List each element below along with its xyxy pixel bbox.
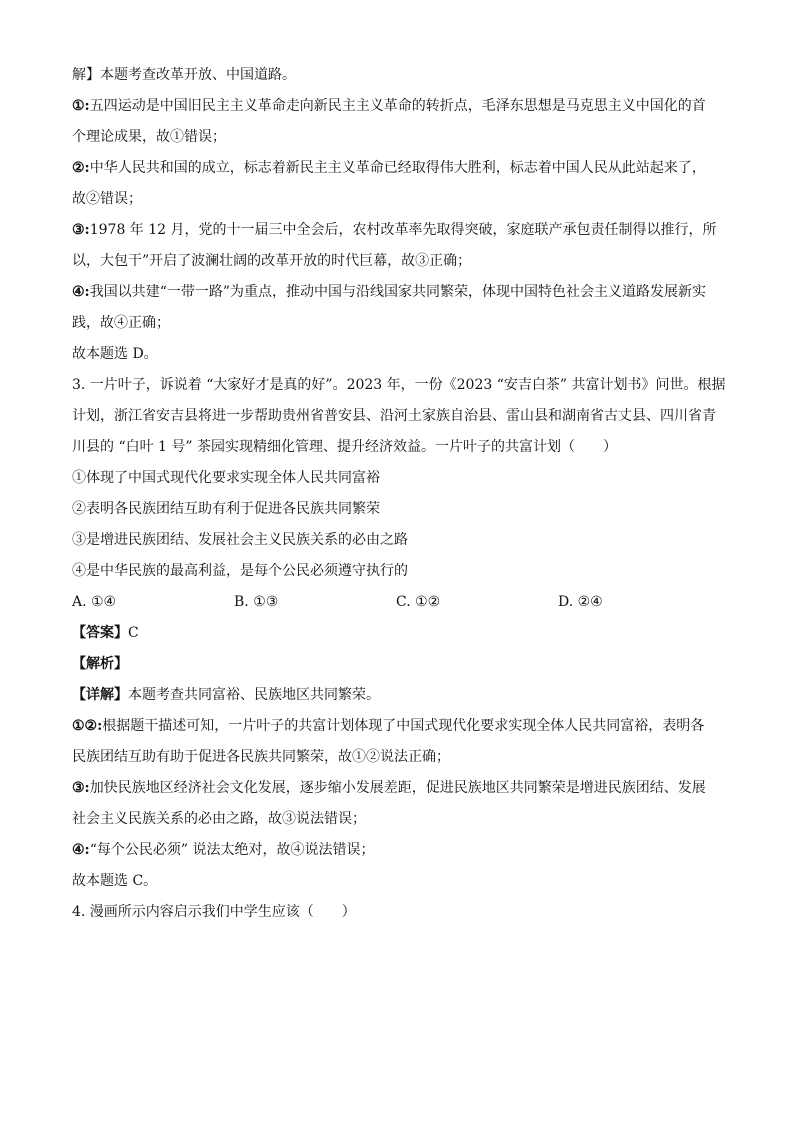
q3-detail-1-line-2: 民族团结互助有助于促进各民族共同繁荣，故①②说法正确；	[72, 749, 450, 765]
q3-option-a: A. ①④	[72, 594, 117, 610]
q3-stem-line-1: 3. 一片叶子，诉说着 “大家好才是真的好”。2023 年，一份《2023 “安吉白茶” 共富计划书》问世。根据	[72, 377, 726, 393]
q3-conclusion: 故本题选 C。	[72, 873, 158, 889]
prev-point-3-line-1: ③:1978 年 12 月，党的十一届三中全会后，农村改革率先取得突破，家庭联产承包责任制得以推行，所	[72, 222, 717, 238]
q3-statement-4: ④是中华民族的最高利益，是每个公民必须遵守执行的	[72, 563, 408, 579]
q3-stem-line-3: 川县的 “白叶 1 号” 茶园实现精细化管理、提升经济效益。一片叶子的共富计划（ ）	[72, 439, 618, 455]
q3-statement-1: ①体现了中国式现代化要求实现全体人民共同富裕	[72, 470, 380, 486]
q3-stem-line-2: 计划，浙江省安吉县将进一步帮助贵州省普安县、沿河土家族自治县、雷山县和湖南省古丈县、四川省青	[72, 408, 716, 424]
prev-point-4-line-1: ④:我国以共建“一带一路”为重点，推动中国与沿线国家共同繁荣，体现中国特色社会主义道路发展新实	[72, 284, 707, 300]
q3-detail-intro: 【详解】本题考查共同富裕、民族地区共同繁荣。	[72, 687, 380, 703]
document-page	[72, 60, 724, 928]
q3-answer: 【答案】C	[72, 625, 139, 641]
prev-point-2-line-2: 故②错误；	[72, 191, 142, 207]
prev-point-1-line-1: ①:五四运动是中国旧民主主义革命走向新民主主义革命的转折点，毛泽东思想是马克思主义中国化的首	[72, 98, 706, 114]
q3-statement-3: ③是增进民族团结、发展社会主义民族关系的必由之路	[72, 532, 408, 548]
prev-point-4-line-2: 践，故④正确；	[72, 315, 170, 331]
prev-analysis-intro: 解】本题考查改革开放、中国道路。	[72, 67, 296, 83]
q3-option-c: C. ①②	[396, 594, 441, 610]
prev-point-1-line-2: 个理论成果，故①错误；	[72, 129, 226, 145]
q4-stem: 4. 漫画所示内容启示我们中学生应该（ ）	[72, 904, 356, 920]
q3-options	[72, 587, 724, 618]
q3-statement-2: ②表明各民族团结互助有利于促进各民族共同繁荣	[72, 501, 380, 517]
q3-detail-3-line-1: ④:“每个公民必须” 说法太绝对，故④说法错误；	[72, 842, 375, 858]
prev-point-2-line-1: ②:中华人民共和国的成立，标志着新民主主义革命已经取得伟大胜利，标志着中国人民从此站起来了，	[72, 160, 706, 176]
prev-point-3-line-2: 以，大包干”开启了波澜壮阔的改革开放的时代巨幕，故③正确；	[72, 253, 472, 269]
q3-detail-1-line-1: ①②:根据题干描述可知，一片叶子的共富计划体现了中国式现代化要求实现全体人民共同富裕，表明各	[72, 718, 705, 734]
q3-detail-2-line-2: 社会主义民族关系的必由之路，故③说法错误；	[72, 811, 366, 827]
q3-option-d: D. ②④	[558, 594, 603, 610]
q3-analysis-tag: 【解析】	[72, 656, 128, 672]
prev-conclusion: 故本题选 D。	[72, 346, 158, 362]
q3-option-b: B. ①③	[234, 594, 279, 610]
q3-detail-2-line-1: ③:加快民族地区经济社会文化发展，逐步缩小发展差距，促进民族地区共同繁荣是增进民族团结、发展	[72, 780, 706, 796]
